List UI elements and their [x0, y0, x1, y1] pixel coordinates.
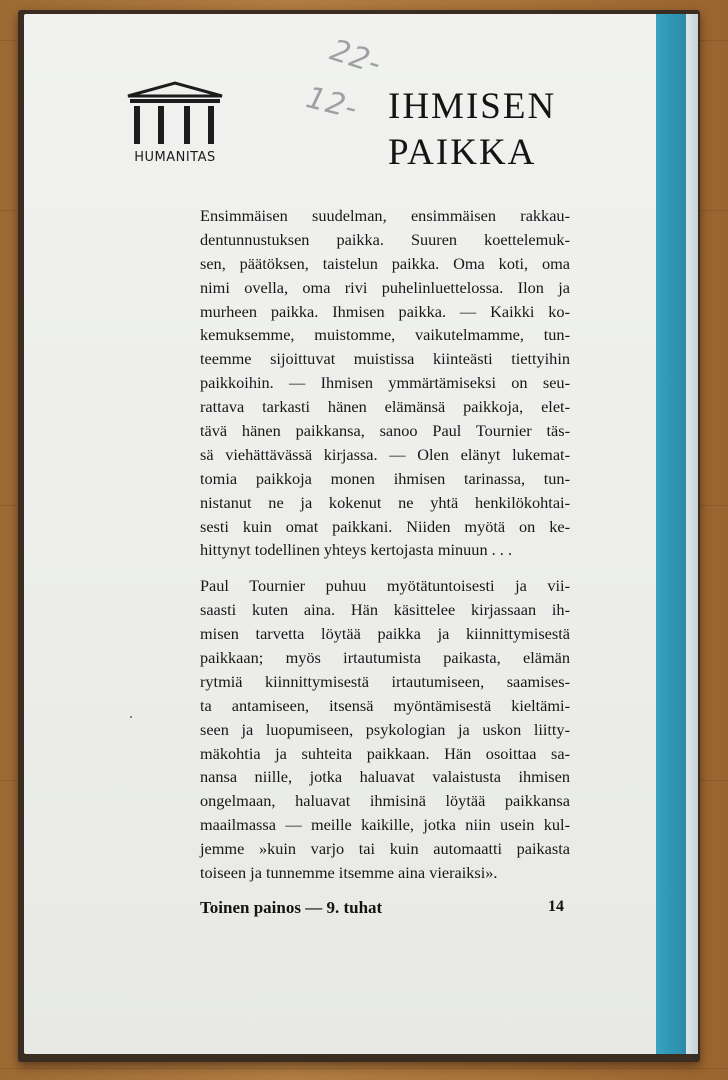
- blurb-paragraph-2: [200, 574, 570, 885]
- blurb-line: Paul Tournier puhuu myötätuntoisesti ja vii-: [200, 576, 570, 596]
- blurb-line: nistanut ne ja kokenut ne yhtä henkilökohtai-: [200, 492, 570, 512]
- pencil-mark-bottom: 12-: [302, 80, 362, 127]
- blurb-line: maailmassa — meille kaikille, jotka niin usein kul-: [200, 815, 570, 835]
- blurb-line: sen, päätöksen, taistelun paikka. Oma koti, oma: [200, 253, 570, 273]
- title-line-1: IHMISEN: [388, 86, 557, 127]
- blurb-line: jemme »kuin varjo tai kuin automaatti paikasta: [200, 839, 570, 859]
- blurb-line: tomia paikkoja monen ihmisen tarinassa, tun-: [200, 468, 570, 488]
- blurb-line: murheen paikka. Ihmisen paikka. — Kaikki ko-: [200, 301, 570, 321]
- blurb-line: tävä hänen paikkansa, sanoo Paul Tournier täs-: [200, 421, 570, 441]
- blurb-line: sä viehättävässä kirjassa. — Olen elänyt lukemat-: [200, 444, 570, 464]
- blurb-line: kemuksemme, muistomme, vaikutelmamme, tun-: [200, 325, 570, 345]
- blurb-line: paikkaan; myös irtautumista paikasta, elämän: [200, 648, 570, 668]
- book-title: [388, 84, 588, 176]
- blurb-line: dentunnustuksen paikka. Suuren koettelemuk-: [200, 229, 570, 249]
- blurb-line: nimi ovella, oma rivi puhelinluettelossa. Ilon ja: [200, 277, 570, 297]
- blurb-line: saasti kuten aina. Hän käsittelee kirjassaan ih-: [200, 600, 570, 620]
- blurb-line: ta antamiseen, itsensä myöntämisestä kieltämi-: [200, 695, 570, 715]
- blurb-line: sesti kuin omat paikkani. Niiden myötä on ke-: [200, 516, 570, 536]
- blurb-line: misen tarvetta löytää paikka ja kiinnittymisestä: [200, 624, 570, 644]
- blurb-line: mäkohtia ja suhteita paikkaan. Hän osoittaa sa-: [200, 743, 570, 763]
- edition-note: Toinen painos — 9. tuhat: [200, 898, 383, 917]
- blurb-line: nansa niille, jotka haluavat valaistusta ihmisen: [200, 767, 570, 787]
- blurb-line: ongelmaan, haluavat ihmisinä löytää paikkansa: [200, 791, 570, 811]
- blurb-line: toiseen ja tunnemme itsemme aina vieraiksi».: [200, 863, 498, 883]
- title-line-2: PAIKKA: [388, 132, 537, 173]
- blurb-line: seen ja luopumiseen, psykologian ja uskon liitty-: [200, 719, 570, 739]
- dust-speck: [130, 716, 132, 718]
- blurb-line: rytmiä kiinnittymisestä irtautumiseen, saamises-: [200, 671, 570, 691]
- blurb-text: [200, 204, 570, 885]
- blurb-line: rattava tarkasti hänen elämänsä paikkoja, elet-: [200, 397, 570, 417]
- blurb-line: paikkoihin. — Ihmisen ymmärtämiseksi on seu-: [200, 373, 570, 393]
- spine-color-strip: [656, 14, 686, 1054]
- pencil-mark-top: 22-: [325, 32, 387, 83]
- spine-edge: [686, 14, 698, 1054]
- blurb-paragraph-1: [200, 204, 570, 562]
- blurb-line: hittynyt todellinen yhteys kertojasta minuun . . .: [200, 540, 513, 560]
- blurb-line: Ensimmäisen suudelman, ensimmäisen rakkau-: [200, 206, 570, 225]
- publisher-name: HUMANITAS: [134, 150, 216, 165]
- price-code: 14: [548, 898, 564, 915]
- blurb-line: teemme sijoittuvat muistissa kiinteästi tiettyihin: [200, 349, 570, 369]
